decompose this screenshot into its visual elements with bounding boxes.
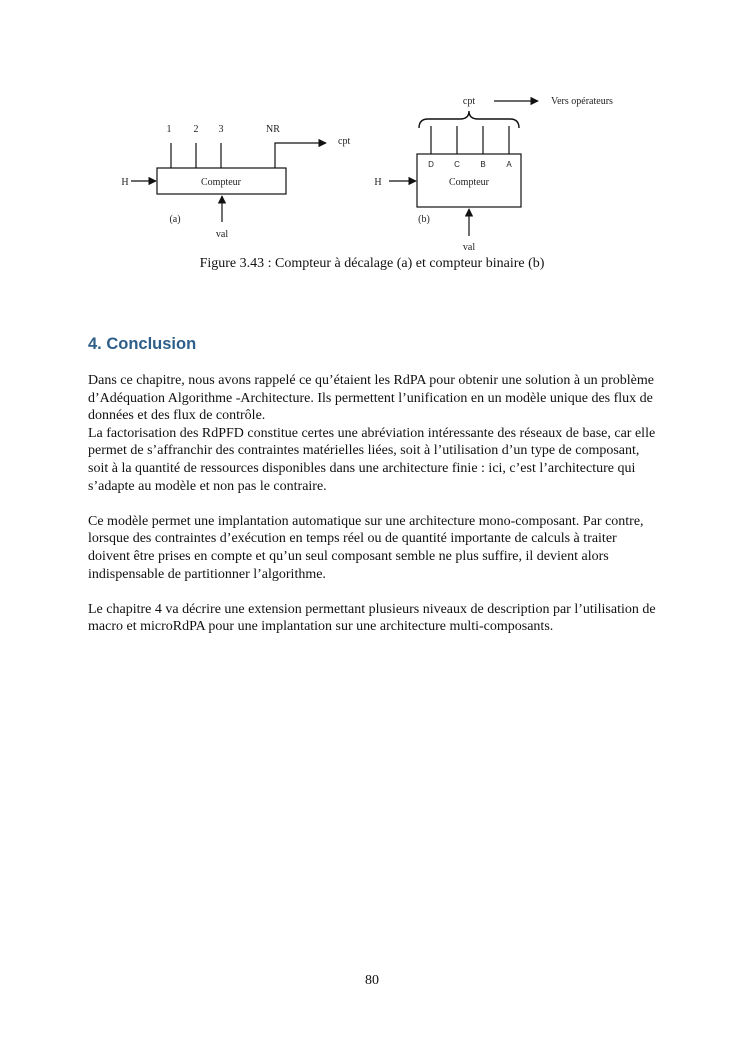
diagram-a: [121, 124, 350, 240]
section-heading: 4. Conclusion: [88, 335, 197, 353]
counter-figure: [0, 0, 744, 255]
paragraph-1: Dans ce chapitre, nous avons rappelé ce qu’étaient les RdPA pour obtenir une solution à un problème d’Adéquation Algorithme -Architecture. Ils permettent l’unification en un modèle unique des flux de données et des flux de contrôle.: [88, 373, 654, 424]
operators-label: Vers opérateurs: [551, 96, 613, 107]
bit-a-label: A: [506, 160, 512, 169]
section-body: [88, 372, 658, 636]
bit-b-label: B: [480, 160, 486, 169]
figure-caption: Figure 3.43 : Compteur à décalage (a) et compteur binaire (b): [199, 256, 545, 271]
diagram-b: [374, 96, 613, 253]
input-1-label: 1: [166, 124, 172, 135]
page-number: 80: [365, 973, 379, 988]
cpt-b-label: cpt: [462, 96, 476, 107]
bus-brace: [419, 111, 519, 128]
panel-b-label: (b): [418, 214, 430, 225]
bit-c-label: C: [454, 160, 460, 169]
clock-a-label: H: [121, 177, 129, 188]
counter-b-label: Compteur: [449, 177, 489, 188]
nr-output-arrow: [275, 143, 326, 168]
bit-d-label: D: [428, 160, 434, 169]
counter-a-label: Compteur: [201, 177, 241, 188]
input-3-label: 3: [218, 124, 224, 135]
nr-label: NR: [266, 124, 280, 135]
input-2-label: 2: [193, 124, 199, 135]
val-a-label: val: [215, 229, 229, 240]
clock-b-label: H: [374, 177, 382, 188]
paragraph-3: Ce modèle permet une implantation automatique sur une architecture mono-composant. Par contre, lorsque des contraintes d’exécution en temps réel ou de quantité importante de calculs à traiter doivent être prises en compte et qu’un seul composant semble ne plus suffire, il devient alors indispensable de partitionner l’algorithme.: [88, 513, 644, 582]
panel-a-label: (a): [169, 214, 181, 225]
cpt-a-label: cpt: [338, 136, 351, 147]
paragraph-2: La factorisation des RdPFD constitue certes une abréviation intéressante des réseaux de base, car elle permet de s’affranchir des contraintes matérielles liées, soit à l’utilisation d’un type de composant, soit à la quantité de ressources disponibles dans une architecture finie : ici, c’est l’architecture qui s’adapte au modèle et non pas le contraire.: [88, 425, 656, 494]
val-b-label: val: [462, 242, 476, 253]
paragraph-4: Le chapitre 4 va décrire une extension permettant plusieurs niveaux de description par l’utilisation de macro et microRdPA pour une implantation sur une architecture multi-composants.: [88, 601, 656, 635]
